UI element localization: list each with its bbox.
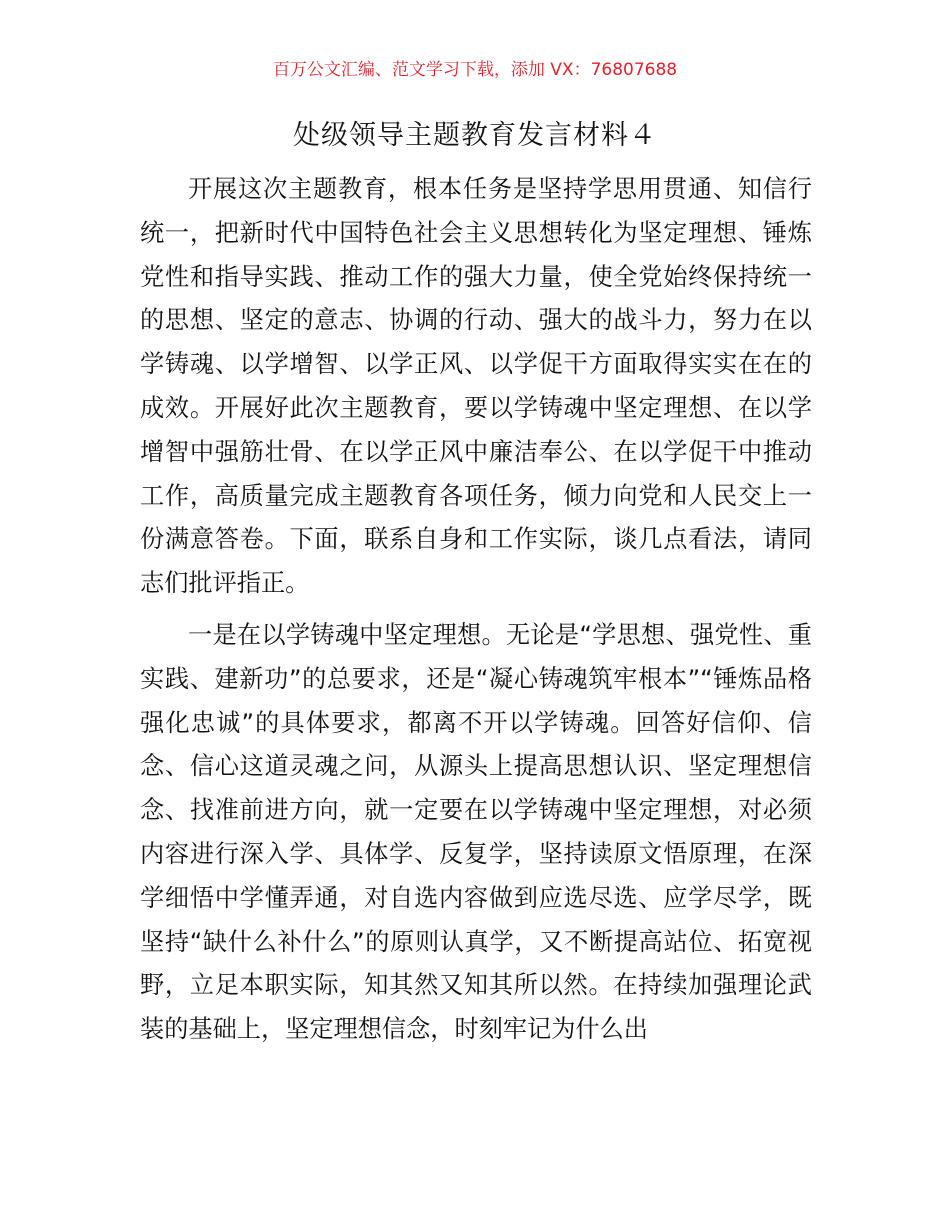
watermark-header: 百万公文汇编、范文学习下载，添加 VX：76807688 — [272, 60, 678, 80]
document-title: 处级领导主题教育发言材料４ — [293, 120, 657, 151]
body-paragraph: 一是在以学铸魂中坚定理想。无论是“学思想、强党性、重实践、建新功”的总要求，还是“凝心铸魂筑牢根本”“锤炼品格强化忠诚”的具体要求，都离不开以学铸魂。回答好信仰、信念、信心这道灵魂之问，从源头上提高思想认识、坚定理想信念、找准前进方向，就一定要在以学铸魂中坚定理想，对必须内容进行深入学、具体学、反复学，坚持读原文悟原理，在深学细悟中学懂弄通，对自选内容做到应选尽选、应学尽学，既坚持“缺什么补什么”的原则认真学，又不断提高站位、拓宽视野，立足本职实际，知其然又知其所以然。在持续加强理论武装的基础上，坚定理想信念，时刻牢记为什么出 — [140, 621, 812, 1044]
body-paragraph-2-container — [140, 614, 812, 1052]
body-paragraph: 开展这次主题教育，根本任务是坚持学思用贯通、知信行统一，把新时代中国特色社会主义思想转化为坚定理想、锤炼党性和指导实践、推动工作的强大力量，使全党始终保持统一的思想、坚定的意志、协调的行动、强大的战斗力，努力在以学铸魂、以学增智、以学正风、以学促干方面取得实实在在的成效。开展好此次主题教育，要以学铸魂中坚定理想、在以学增智中强筋壮骨、在以学正风中廉洁奉公、在以学促干中推动工作，高质量完成主题教育各项任务，倾力向党和人民交上一份满意答卷。下面，联系自身和工作实际，谈几点看法，请同志们批评指正。 — [140, 175, 812, 598]
body-paragraph-1-container — [140, 168, 812, 606]
